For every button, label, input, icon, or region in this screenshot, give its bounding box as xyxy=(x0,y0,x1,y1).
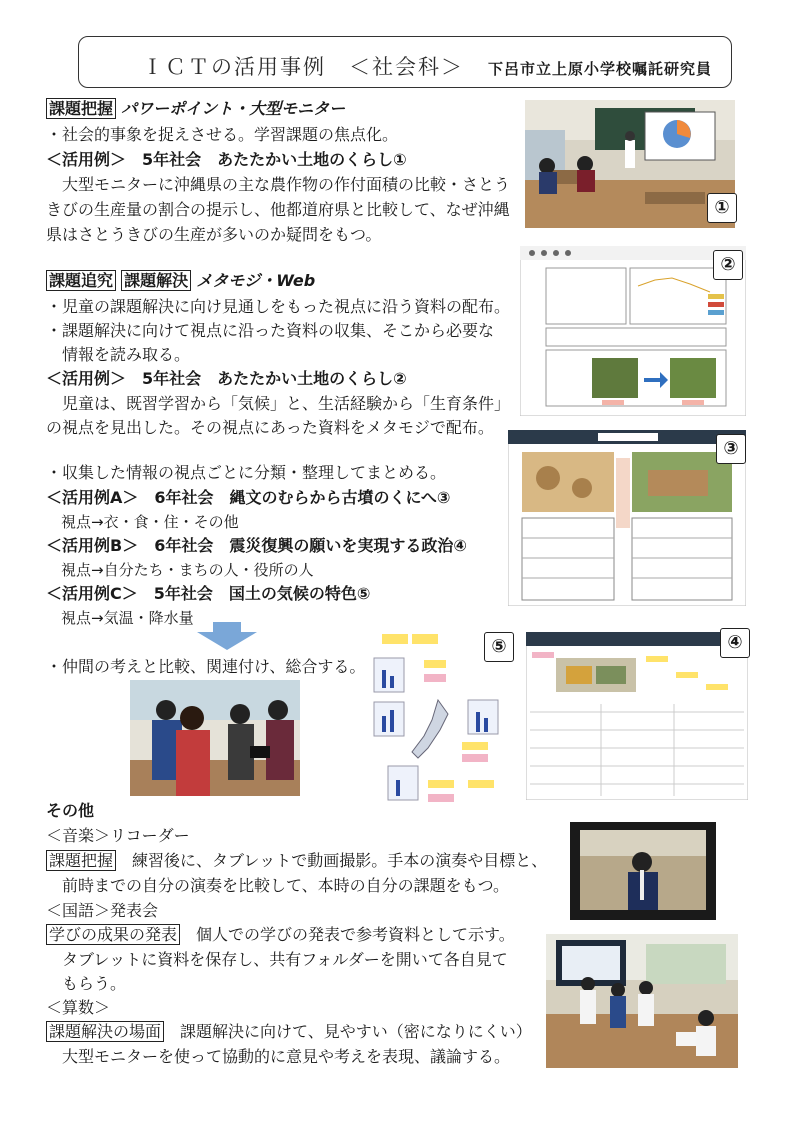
bullet-continued: 情報を読み取る。 xyxy=(46,345,191,364)
music-line-2: 前時までの自分の演奏を比較して、本時の自分の課題をもつ。 xyxy=(46,876,510,895)
japanese-line-3: もらう。 xyxy=(46,974,127,993)
down-arrow-icon xyxy=(197,632,257,650)
example-c-heading: ＜活用例C＞ 5年社会 国土の気候の特色⑤ xyxy=(46,584,371,603)
section1-heading xyxy=(46,98,345,120)
bullet: ・収集した情報の視点ごとに分類・整理してまとめる。 xyxy=(46,463,447,482)
figure-number-1: ① xyxy=(707,193,737,223)
japanese-line-1 xyxy=(46,924,515,946)
example-c-viewpoints: 視点→気温・降水量 xyxy=(46,609,194,627)
paragraph-line: 県はさとうきびの生産が多いのか疑問をもつ。 xyxy=(46,225,382,244)
music-line-1 xyxy=(46,850,547,872)
example-b-viewpoints: 視点→自分たち・まちの人・役所の人 xyxy=(46,561,314,579)
paragraph-line: 大型モニターに沖縄県の主な農作物の作付面積の比較・さとう xyxy=(46,175,511,194)
music-subject: ＜音楽＞リコーダー xyxy=(46,826,190,845)
paragraph-line: 児童は、既習学習から「気候」と、生活経験から「生育条件」 xyxy=(46,394,511,413)
tool-name: メタモジ・Web xyxy=(196,271,316,290)
math-line-1 xyxy=(46,1021,532,1043)
example-a-heading: ＜活用例A＞ 6年社会 縄文のむらから古墳のくにへ③ xyxy=(46,488,451,507)
tag-problem-grasp: 課題把握 xyxy=(46,850,116,871)
tag-problem-grasp: 課題把握 xyxy=(46,98,116,119)
figure-number-5: ⑤ xyxy=(484,632,514,662)
tag-problem-solving: 課題解決 xyxy=(121,270,191,291)
math-classroom-photo xyxy=(546,934,738,1068)
bullet: ・社会的事象を捉えさせる。学習課題の焦点化。 xyxy=(46,125,399,144)
worksheet-screenshot-3 xyxy=(508,430,746,606)
section2-heading xyxy=(46,270,315,292)
bullet: ・課題解決に向けて視点に沿った資料の収集、そこから必要な xyxy=(46,321,495,340)
worksheet-screenshot-4 xyxy=(526,632,748,800)
example-heading: ＜活用例＞ 5年社会 あたたかい土地のくらし① xyxy=(46,150,407,169)
author-org: 下呂市立上原小学校嘱託研究員 xyxy=(488,60,713,78)
tool-name: パワーポイント・大型モニター xyxy=(121,99,346,118)
students-tablet-photo xyxy=(130,680,300,796)
example-b-heading: ＜活用例B＞ 6年社会 震災復興の願いを実現する政治④ xyxy=(46,536,467,555)
figure-number-3: ③ xyxy=(716,434,746,464)
paragraph-line: の視点を見出した。その視点にあった資料をメタモジで配布。 xyxy=(46,418,494,437)
tag-problem-solving-scene: 課題解決の場面 xyxy=(46,1021,164,1042)
japanese-subject: ＜国語＞発表会 xyxy=(46,901,159,920)
japanese-text: 個人での学びの発表で参考資料として示す。 xyxy=(180,925,515,944)
music-text: 練習後に、タブレットで動画撮影。手本の演奏や目標と、 xyxy=(116,851,548,870)
tag-presentation: 学びの成果の発表 xyxy=(46,924,180,945)
classroom-photo-1 xyxy=(525,100,735,228)
math-text: 課題解決に向けて、見やすい（密になりにくい） xyxy=(164,1022,532,1041)
page-title: ＩＣＴの活用事例 ＜社会科＞ xyxy=(142,55,464,79)
tag-problem-pursuit: 課題追究 xyxy=(46,270,116,291)
recorder-video-photo xyxy=(570,822,716,920)
math-subject: ＜算数＞ xyxy=(46,998,111,1017)
bullet: ・仲間の考えと比較、関連付け、総合する。 xyxy=(46,657,366,676)
paragraph-line: きびの生産量の割合の提示し、他都道府県と比較して、なぜ沖縄 xyxy=(46,200,510,219)
example-heading: ＜活用例＞ 5年社会 あたたかい土地のくらし② xyxy=(46,369,407,388)
math-line-2: 大型モニターを使って協動的に意見や考えを表現、議論する。 xyxy=(46,1047,511,1066)
other-heading: その他 xyxy=(46,801,95,820)
figure-number-4: ④ xyxy=(720,628,750,658)
example-a-viewpoints: 視点→衣・食・住・その他 xyxy=(46,513,239,531)
japanese-line-2: タブレットに資料を保存し、共有フォルダーを開いて各自見て xyxy=(46,950,508,969)
figure-number-2: ② xyxy=(713,250,743,280)
bullet: ・児童の課題解決に向け見通しをもった視点に沿う資料の配布。 xyxy=(46,297,511,316)
